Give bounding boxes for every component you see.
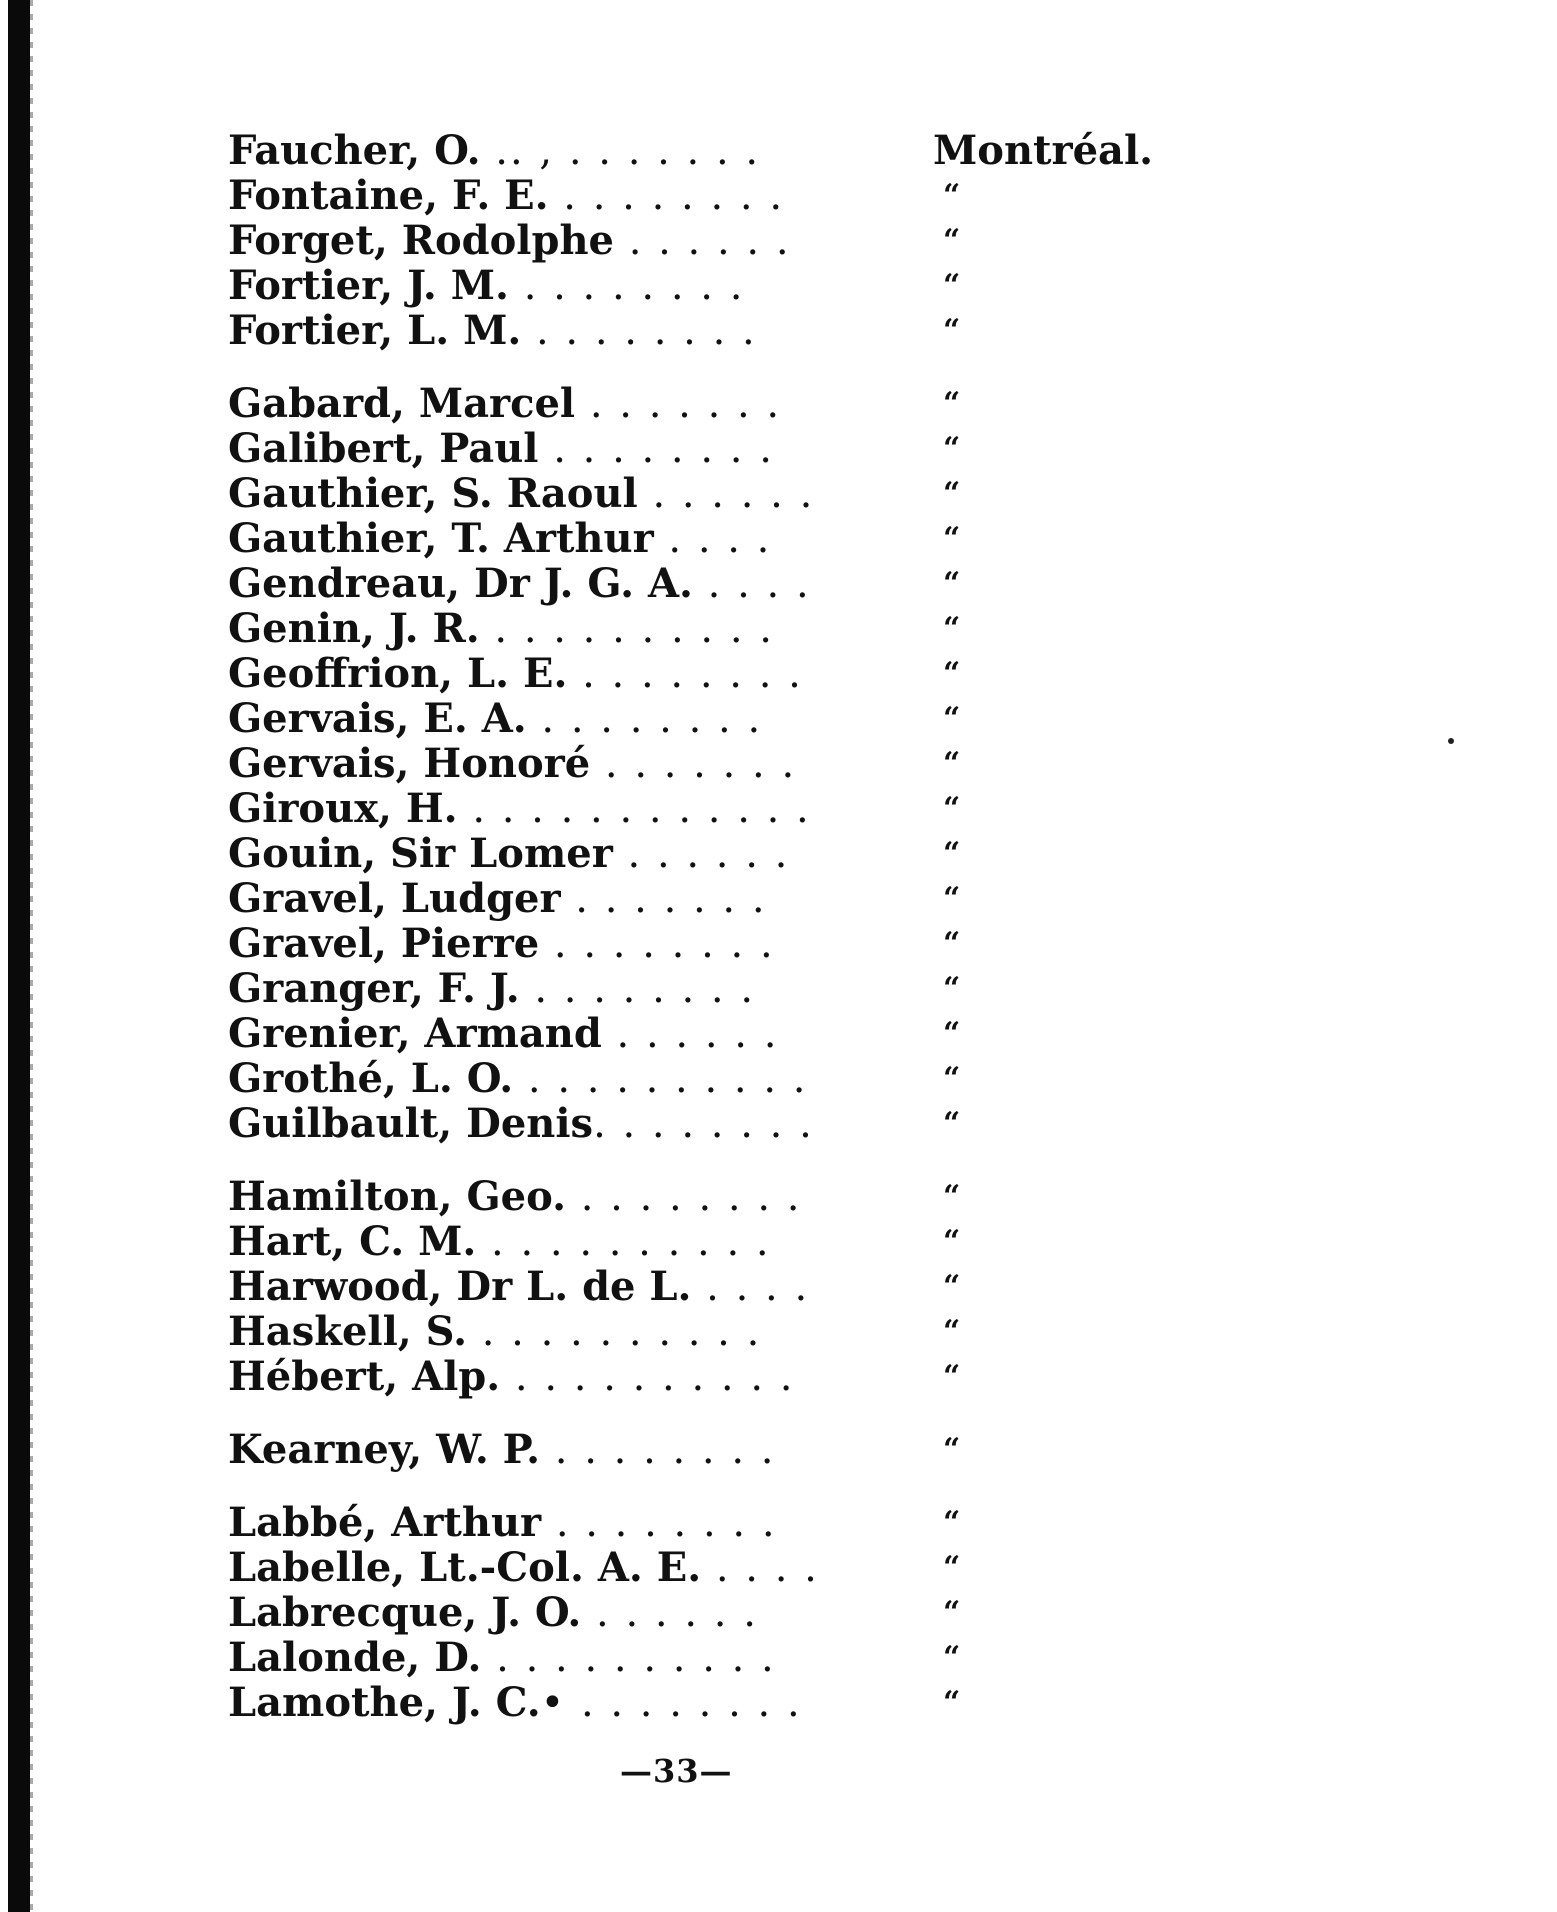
spine-edge — [30, 0, 33, 1912]
dot-leader: . . . . . . . . . . . . — [457, 786, 811, 832]
entry-city: “ — [943, 313, 961, 348]
dot-leader: . . . . . . . . — [548, 173, 785, 219]
entry-name: Labelle, Lt.-Col. A. E. — [228, 1545, 702, 1591]
dot-leader: . . . . . . . — [575, 381, 782, 427]
entry-name: Fontaine, F. E. — [228, 173, 549, 219]
dot-leader: . . . . . . . . . . — [467, 1309, 762, 1355]
list-item — [228, 218, 1128, 263]
entry-city: “ — [943, 701, 961, 736]
entry-name: Giroux, H. — [228, 786, 458, 832]
list-item — [228, 1309, 1128, 1354]
list-item — [228, 263, 1128, 308]
list-item — [228, 1264, 1128, 1309]
entry-name: Gravel, Ludger — [228, 876, 561, 922]
list-item — [228, 1056, 1128, 1101]
dot-leader: . . . . — [653, 516, 772, 562]
dot-leader: . . . . . . . . — [566, 1174, 802, 1220]
stray-ink-mark — [1448, 738, 1454, 744]
group-k — [228, 1427, 1128, 1472]
entry-name: Guilbault, Denis — [228, 1101, 594, 1147]
entry-city: “ — [943, 971, 961, 1006]
entry-name: Lalonde, D. — [228, 1635, 482, 1681]
entry-name: Gervais, E. A. — [228, 696, 527, 742]
dot-leader: . . . . — [692, 561, 811, 607]
entry-name: Gauthier, T. Arthur — [228, 516, 654, 562]
entry-name: Haskell, S. — [228, 1309, 468, 1355]
entry-name: Genin, J. R. — [228, 606, 480, 652]
entry-name: Gendreau, Dr J. G. A. — [228, 561, 693, 607]
entry-city: “ — [943, 431, 961, 466]
book-spine-shadow — [8, 0, 30, 1912]
entry-name: Fortier, J. M. — [228, 263, 509, 309]
page-number: —33— — [620, 1752, 733, 1790]
dot-leader: . . . . . . . . . . — [479, 606, 774, 652]
list-item — [228, 1174, 1128, 1219]
entry-city: “ — [943, 1359, 961, 1394]
dot-leader: . . . . . . . . — [567, 651, 803, 697]
entry-city: “ — [943, 1314, 961, 1349]
entry-city: “ — [943, 926, 961, 961]
entry-city: “ — [943, 1224, 961, 1259]
entry-name: Faucher, O. — [228, 128, 481, 174]
list-item — [228, 1635, 1128, 1680]
dot-leader: . . . . . . . . . . — [476, 1219, 771, 1265]
group-f — [228, 127, 1154, 354]
dot-leader: . . . . . . . . — [541, 1500, 777, 1546]
entry-city: “ — [943, 223, 961, 258]
dot-leader: . . . . . . . . — [538, 426, 774, 472]
group-l — [228, 1500, 1128, 1725]
list-item — [228, 741, 1128, 786]
list-item — [228, 1500, 1128, 1545]
list-item — [228, 1680, 1128, 1725]
entry-name: Gouin, Sir Lomer — [228, 831, 613, 877]
entry-city: “ — [943, 656, 961, 691]
list-item — [228, 606, 1128, 651]
dot-leader: . . . . . . . . — [593, 1101, 814, 1147]
entry-name: Hébert, Alp. — [228, 1354, 501, 1400]
list-item — [228, 127, 1154, 174]
entry-name: Granger, F. J. — [228, 966, 520, 1012]
entry-city: “ — [943, 1505, 961, 1540]
dot-leader: • . . . . . . . . — [540, 1680, 802, 1726]
entry-city: “ — [943, 386, 961, 421]
entry-name: Labbé, Arthur — [228, 1500, 542, 1546]
entry-city: “ — [943, 1016, 961, 1051]
dot-leader: . . . . . . — [612, 831, 790, 877]
list-item — [228, 966, 1128, 1011]
dot-leader: . . . . . . — [601, 1011, 779, 1057]
entry-name: Gauthier, S. Raoul — [228, 471, 638, 517]
entry-city: “ — [943, 1595, 961, 1630]
entry-city: “ — [943, 1685, 961, 1720]
entry-name: Kearney, W. P. — [228, 1427, 541, 1473]
entry-name: Hamilton, Geo. — [228, 1174, 567, 1220]
entry-city: “ — [943, 1061, 961, 1096]
entry-name: Forget, Rodolphe — [228, 218, 614, 264]
list-item — [228, 651, 1128, 696]
dot-leader: . . . . . . — [613, 218, 791, 264]
entry-city: “ — [943, 746, 961, 781]
entry-city: “ — [943, 1640, 961, 1675]
dot-leader: . . . . . . . . . . — [500, 1354, 795, 1400]
list-item — [228, 426, 1128, 471]
list-item — [228, 831, 1128, 876]
dot-leader: . . . . . . . . — [540, 1427, 776, 1473]
list-item — [228, 921, 1128, 966]
entry-city: “ — [943, 791, 961, 826]
entry-name: Fortier, L. M. — [228, 308, 522, 354]
entry-name: Grenier, Armand — [228, 1011, 602, 1057]
entry-city: “ — [943, 566, 961, 601]
entry-city: “ — [943, 611, 961, 646]
dot-leader: . . . . — [701, 1545, 819, 1591]
dot-leader: . . . . . . . . — [521, 308, 757, 354]
dot-leader: . . . . . . . . . . — [513, 1056, 808, 1102]
dot-leader: . . . . . . . . — [526, 696, 763, 742]
entry-name: Grothé, L. O. — [228, 1056, 514, 1102]
list-item — [228, 561, 1128, 606]
entry-name: Gravel, Pierre — [228, 921, 540, 967]
list-item — [228, 1545, 1128, 1590]
entry-city: “ — [943, 476, 961, 511]
list-item — [228, 173, 1128, 218]
entry-name: Labrecque, J. O. — [228, 1590, 582, 1636]
dot-leader: . . . . . . . . — [519, 966, 756, 1012]
entry-name: Gabard, Marcel — [228, 381, 576, 427]
list-item — [228, 786, 1128, 831]
list-item — [228, 1011, 1128, 1056]
list-item — [228, 876, 1128, 921]
list-item — [228, 1219, 1128, 1264]
entry-name: Harwood, Dr L. de L. — [228, 1264, 692, 1310]
entry-city: “ — [943, 521, 961, 556]
list-item — [228, 1427, 1128, 1472]
list-item — [228, 1101, 1128, 1146]
dot-leader: . . . . . . . — [560, 876, 767, 922]
group-g — [228, 381, 1128, 1146]
dot-leader: .. , . . . . . . . — [480, 128, 761, 174]
list-item — [228, 1590, 1128, 1635]
entry-city: Montréal. — [933, 127, 1154, 174]
dot-leader: . . . . — [691, 1264, 810, 1310]
entry-name: Lamothe, J. C. — [228, 1680, 541, 1726]
entry-name: Galibert, Paul — [228, 426, 539, 472]
dot-leader: . . . . . . . . — [539, 921, 775, 967]
entry-city: “ — [943, 836, 961, 871]
entry-city: “ — [943, 1106, 961, 1141]
entry-city: “ — [943, 1179, 961, 1214]
entry-name: Gervais, Honoré — [228, 741, 591, 787]
dot-leader: . . . . . . . . — [508, 263, 745, 309]
list-item — [228, 1354, 1128, 1399]
dot-leader: . . . . . . — [637, 471, 815, 517]
entry-city: “ — [943, 881, 961, 916]
entry-name: Geoffrion, L. E. — [228, 651, 568, 697]
entry-name: Hart, C. M. — [228, 1219, 477, 1265]
entry-city: “ — [943, 268, 961, 303]
list-item — [228, 471, 1128, 516]
entry-city: “ — [943, 1269, 961, 1304]
list-item — [228, 696, 1128, 741]
directory-list — [228, 127, 1154, 1753]
group-h — [228, 1174, 1128, 1399]
entry-city: “ — [943, 178, 961, 213]
list-item — [228, 381, 1128, 426]
list-item — [228, 308, 1128, 353]
entry-city: “ — [943, 1432, 961, 1467]
list-item — [228, 516, 1128, 561]
dot-leader: . . . . . . . . . . — [481, 1635, 776, 1681]
entry-city: “ — [943, 1550, 961, 1585]
dot-leader: . . . . . . . — [590, 741, 797, 787]
dot-leader: . . . . . . — [581, 1590, 758, 1636]
